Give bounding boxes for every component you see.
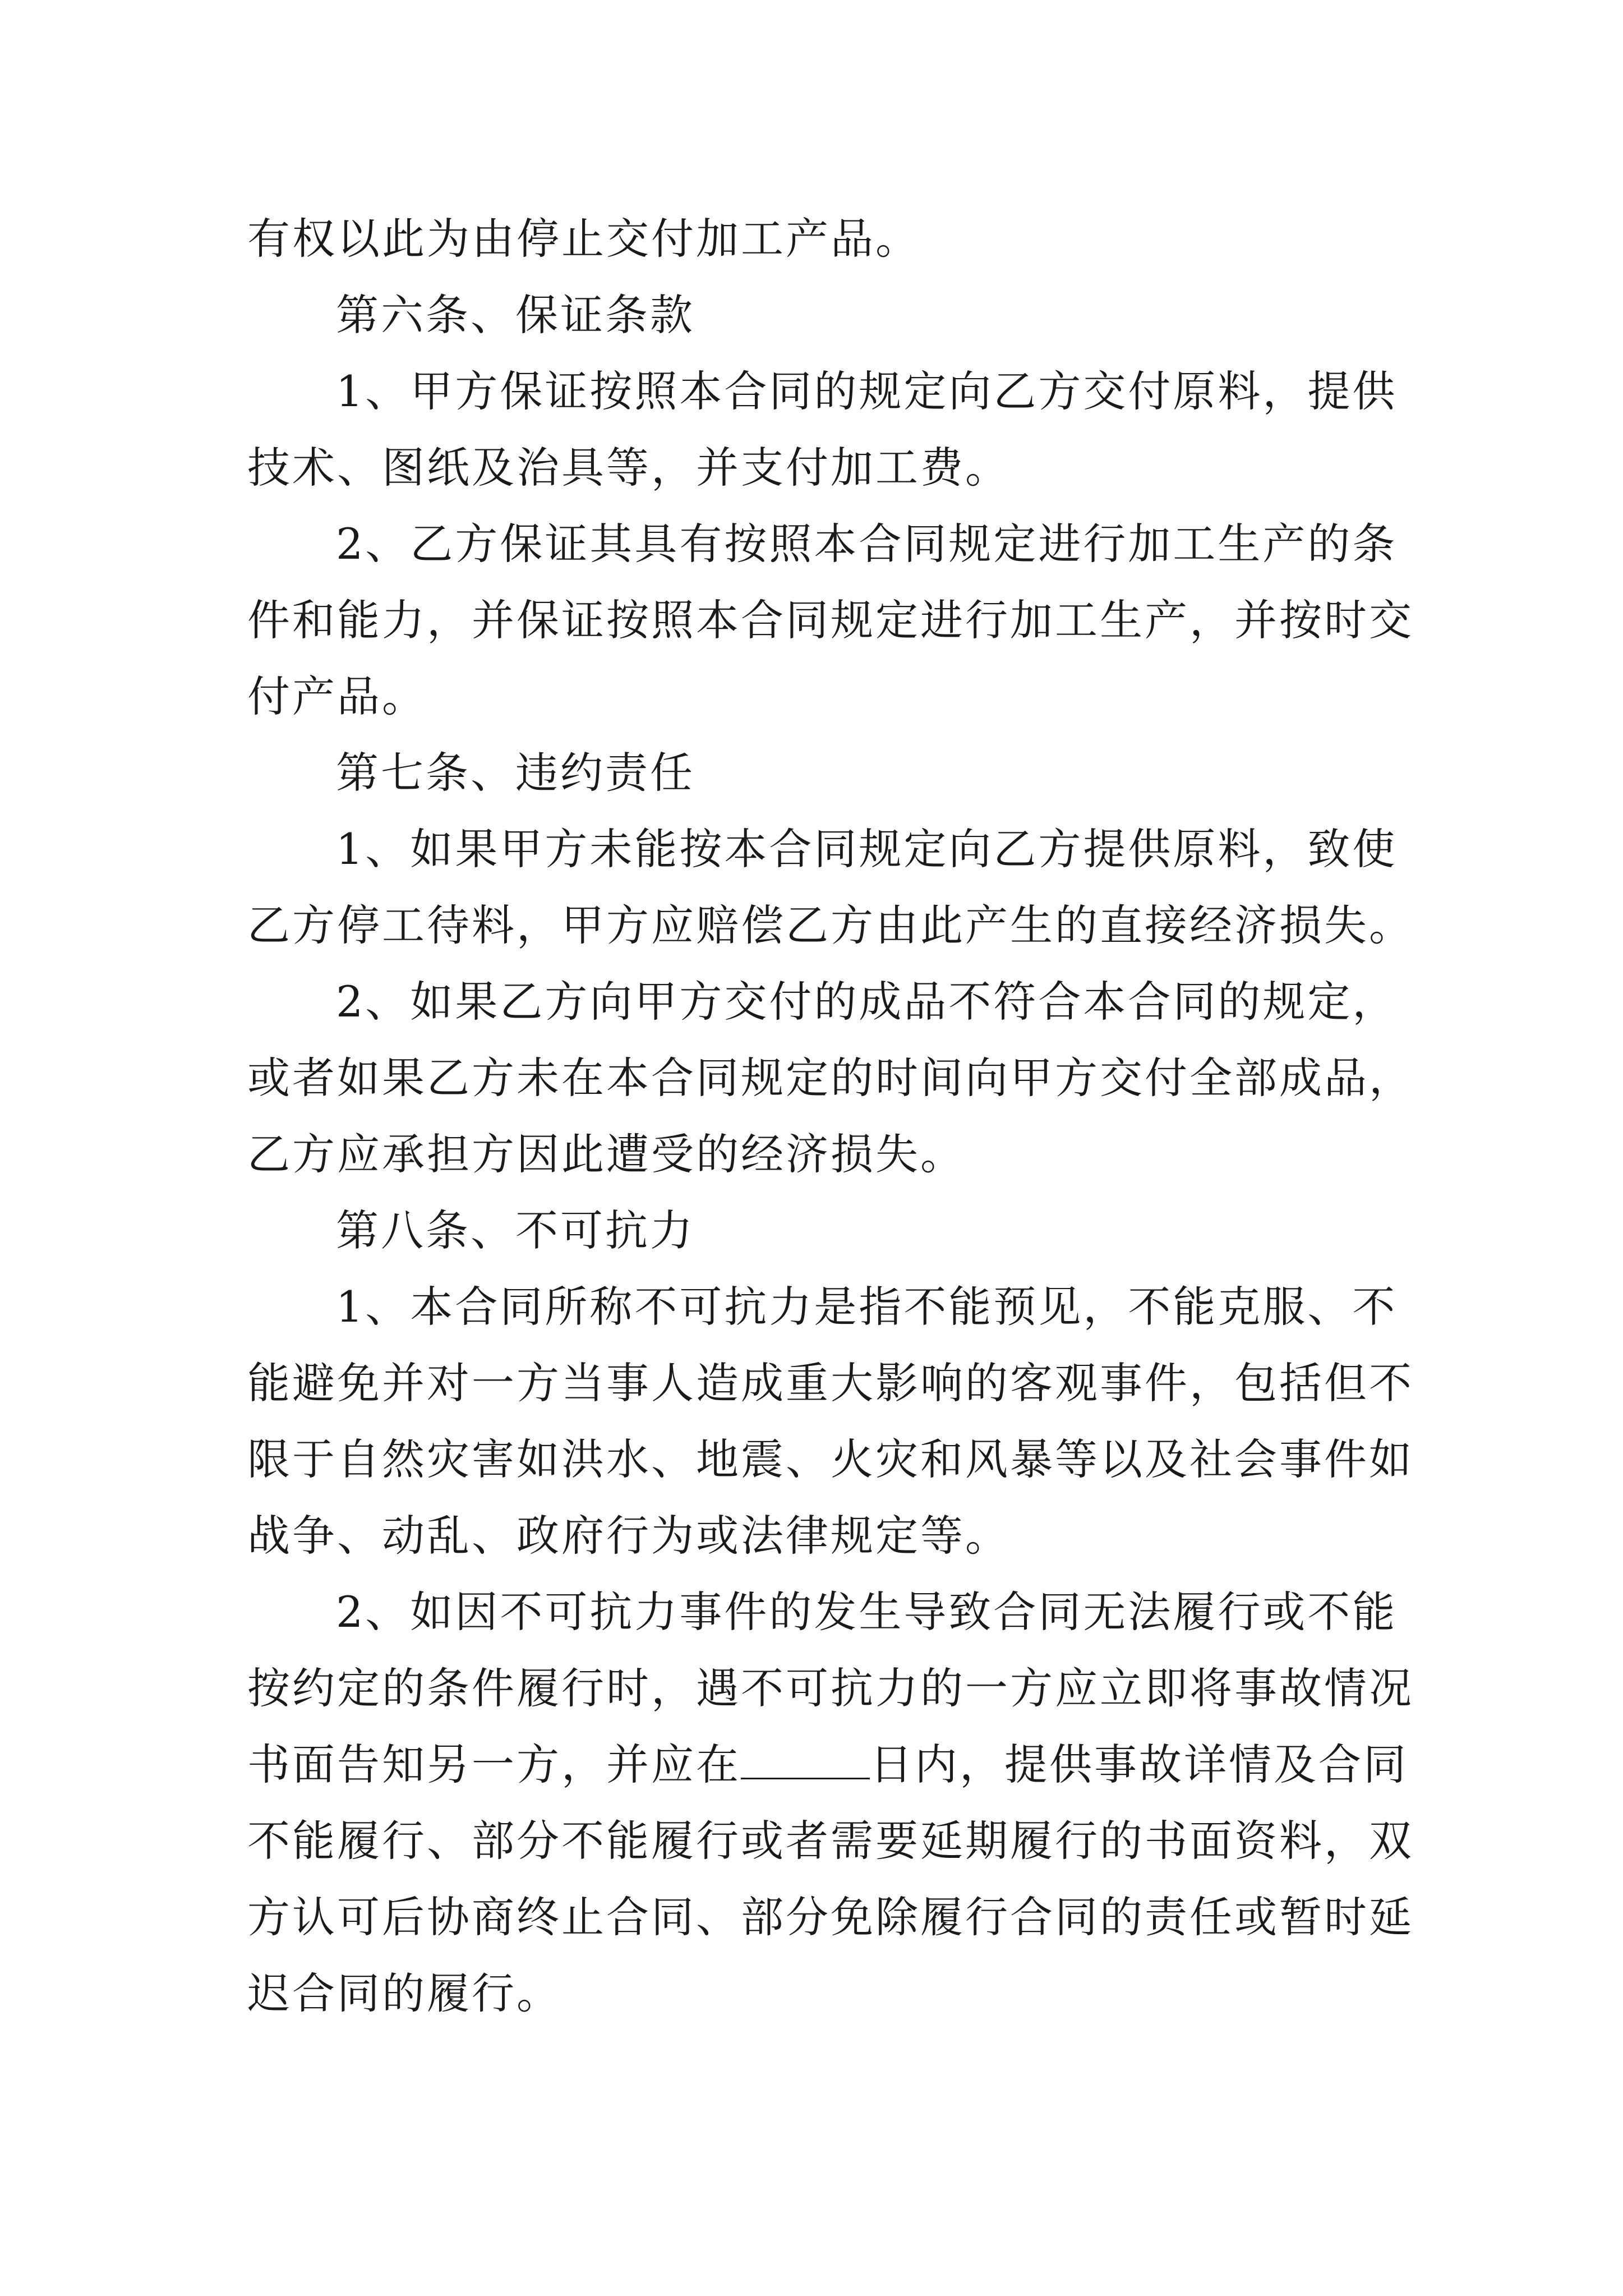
line-segment-before-blank: 书面告知另一方，并应在 — [247, 1740, 741, 1789]
paragraph-line: 乙方停工待料，甲方应赔偿乙方由此产生的直接经济损失。 — [247, 900, 1414, 950]
paragraph-line: 付产品。 — [247, 671, 427, 721]
paragraph-line: 能避免并对一方当事人造成重大影响的客观事件，包括但不 — [247, 1358, 1414, 1408]
paragraph-line: 1、本合同所称不可抗力是指不能预见，不能克服、不 — [336, 1282, 1398, 1332]
paragraph-line: 方认可后协商终止合同、部分免除履行合同的责任或暂时延 — [247, 1892, 1414, 1942]
section-heading-7: 第七条、违约责任 — [336, 748, 695, 798]
paragraph-line: 技术、图纸及治具等，并支付加工费。 — [247, 443, 1010, 493]
paragraph-line: 迟合同的履行。 — [247, 1968, 561, 2018]
line-segment-after-blank: 日内，提供事故详情及合同 — [870, 1740, 1408, 1789]
paragraph-line: 按约定的条件履行时，遇不可抗力的一方应立即将事故情况 — [247, 1663, 1414, 1713]
section-heading-6: 第六条、保证条款 — [336, 290, 695, 340]
paragraph-line: 2、如果乙方向甲方交付的成品不符合本合同的规定， — [336, 977, 1398, 1027]
paragraph-line: 2、乙方保证其具有按照本合同规定进行加工生产的条 — [336, 519, 1398, 569]
paragraph-line: 不能履行、部分不能履行或者需要延期履行的书面资料，双 — [247, 1816, 1414, 1866]
paragraph-line: 有权以此为由停止交付加工产品。 — [247, 214, 920, 264]
paragraph-line: 或者如果乙方未在本合同规定的时间向甲方交付全部成品， — [247, 1053, 1414, 1103]
paragraph-line: 1、甲方保证按照本合同的规定向乙方交付原料，提供 — [336, 366, 1398, 416]
paragraph-line: 件和能力，并保证按照本合同规定进行加工生产，并按时交 — [247, 595, 1414, 645]
paragraph-line: 战争、动乱、政府行为或法律规定等。 — [247, 1511, 1010, 1561]
document-body — [247, 201, 1414, 2032]
section-heading-8: 第八条、不可抗力 — [336, 1205, 695, 1255]
paragraph-line-with-blank — [247, 1727, 1408, 1803]
fill-in-blank — [741, 1744, 870, 1779]
paragraph-line: 2、如因不可抗力事件的发生导致合同无法履行或不能 — [336, 1587, 1398, 1637]
paragraph-line: 限于自然灾害如洪水、地震、火灾和风暴等以及社会事件如 — [247, 1434, 1414, 1484]
paragraph-line: 乙方应承担方因此遭受的经济损失。 — [247, 1129, 965, 1179]
paragraph-line: 1、如果甲方未能按本合同规定向乙方提供原料，致使 — [336, 824, 1398, 874]
